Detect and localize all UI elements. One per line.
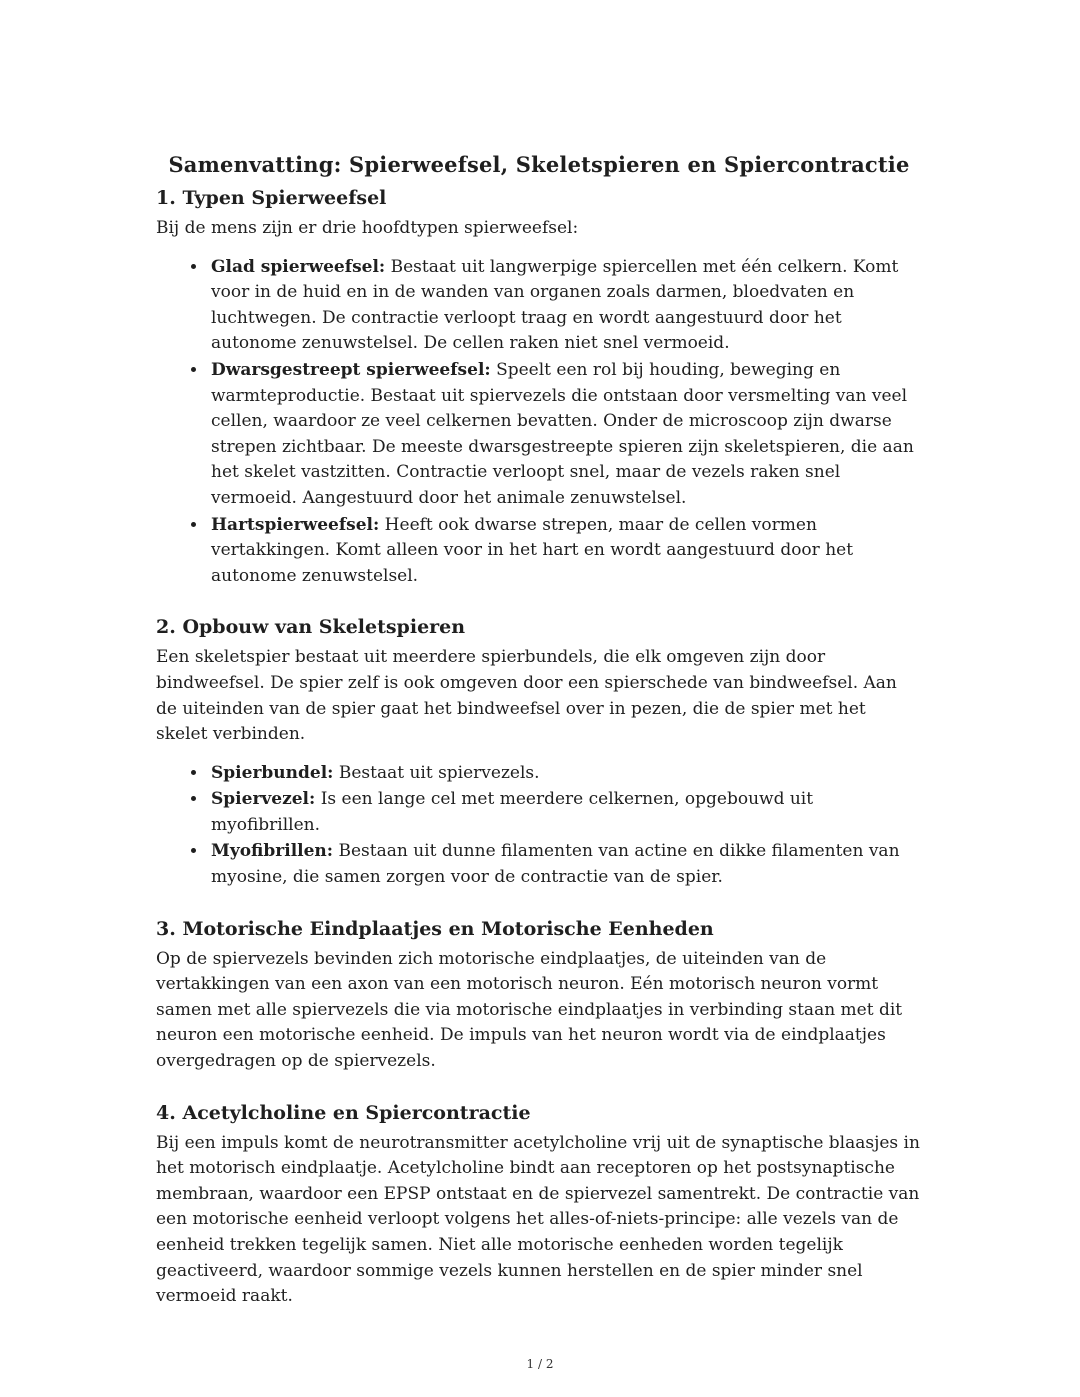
bullet-list [156,255,922,590]
bullet-text: Speelt een rol bij houding, beweging en warmteproductie. Bestaat uit spiervezels die ontstaan door versmelting van veel cellen, waardoor ze veel celkernen bevatten. Onder de microscoop zijn dwarse strepen zichtbaar. De meeste dwarsgestreepte spieren zijn skeletspieren, die aan het skelet vastzitten. Contractie verloopt snel, maar de vezels raken snel vermoeid. Aangestuurd door het animale zenuwstelsel. [211,359,914,508]
document-title: Samenvatting: Spierweefsel, Skeletspieren en Spiercontractie [168,152,910,177]
list-item [208,358,922,512]
section-heading: 4. Acetylcholine en Spiercontractie [156,1101,531,1124]
bullet-term: Spiervezel: [211,789,316,810]
section-motorische-eindplaatjes [156,918,922,1075]
section-intro: Op de spiervezels bevinden zich motorische eindplaatjes, de uiteinden van de vertakkingen van een axon van een motorisch neuron. Eén motorisch neuron vormt samen met alle spiervezels die via motorische eindplaatjes in verbinding staan met dit neuron een motorische eenheid. De impuls van het neuron wordt via de eindplaatjes overgedragen op de spiervezels. [156,948,903,1072]
list-item [208,761,922,787]
section-heading: 2. Opbouw van Skeletspieren [156,616,466,639]
section-acetylcholine [156,1102,922,1310]
section-intro: Bij een impuls komt de neurotransmitter acetylcholine vrij uit de synaptische blaasjes in het motorisch eindplaatje. Acetylcholine bindt aan receptoren op het postsynaptische membraan, waardoor een EPSP ontstaat en de spiervezel samentrekt. De contractie van een motorische eenheid verloopt volgens het alles-of-niets-principe: alle vezels van de eenheid trekken tegelijk samen. Niet alle motorische eenheden worden tegelijk geactiveerd, waardoor sommige vezels kunnen herstellen en de spier minder snel vermoeid raakt. [156,1132,920,1307]
section-heading: 1. Typen Spierweefsel [156,187,387,209]
section-opbouw-skeletspieren [156,616,922,890]
bullet-text: Heeft ook dwarse strepen, maar de cellen vormen vertakkingen. Komt alleen voor in het hart en wordt aangestuurd door het autonome zenuwstelsel. [211,514,854,586]
section-intro: Bij de mens zijn er drie hoofdtypen spierweefsel: [156,218,579,238]
bullet-term: Dwarsgestreept spierweefsel: [211,359,491,380]
bullet-text: Bestaat uit spiervezels. [333,762,540,783]
page-number: 1 / 2 [526,1357,554,1371]
list-item [208,839,922,890]
list-item [208,513,922,590]
bullet-term: Glad spierweefsel: [211,256,386,277]
bullet-list [156,761,922,891]
bullet-text: Bestaat uit langwerpige spiercellen met één celkern. Komt voor in de huid en in de wanden van organen zoals darmen, bloedvaten en luchtwegen. De contractie verloopt traag en wordt aangestuurd door het autonome zenuwstelsel. De cellen raken niet snel vermoeid. [211,256,899,354]
bullet-term: Spierbundel: [211,762,334,783]
section-intro: Een skeletspier bestaat uit meerdere spierbundels, die elk omgeven zijn door bindweefsel. De spier zelf is ook omgeven door een spierschede van bindweefsel. Aan de uiteinden van de spier gaat het bindweefsel over in pezen, die de spier met het skelet verbinden. [156,647,897,745]
bullet-term: Myofibrillen: [211,841,334,862]
bullet-term: Hartspierweefsel: [211,514,380,535]
section-heading: 3. Motorische Eindplaatjes en Motorische Eenheden [156,917,714,940]
bullet-text: Bestaan uit dunne filamenten van actine en dikke filamenten van myosine, die samen zorgen voor de contractie van de spier. [211,841,900,888]
list-item [208,255,922,357]
section-typen-spierweefsel [156,187,922,589]
bullet-text: Is een lange cel met meerdere celkernen, opgebouwd uit myofibrillen. [211,789,814,835]
list-item [208,787,922,838]
